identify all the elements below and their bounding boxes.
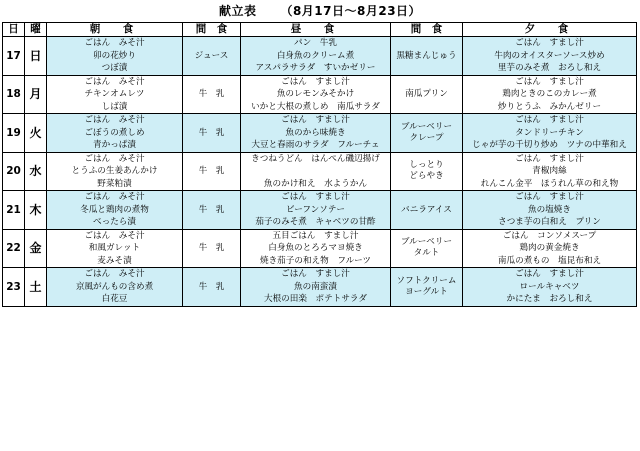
- date-cell: 22: [3, 229, 25, 268]
- date-cell: 23: [3, 268, 25, 307]
- breakfast-cell-line: ごはん みそ汁: [84, 115, 145, 125]
- lunch-cell-line: パン 牛乳: [294, 38, 337, 48]
- snack-2-cell-line: クレープ: [409, 132, 444, 143]
- header-breakfast: 朝 食: [47, 23, 183, 37]
- date-cell: 20: [3, 152, 25, 191]
- header-dinner: 夕 食: [463, 23, 637, 37]
- snack-1-cell: 牛 乳: [183, 191, 241, 230]
- lunch-cell-line: ビーフンソテー: [285, 204, 346, 215]
- lunch-cell-line: 魚のかけ和え 水ようかん: [263, 178, 368, 189]
- weekday-cell: 火: [25, 114, 47, 153]
- header-snack-2: 間 食: [391, 23, 463, 37]
- header-snack-1: 間 食: [183, 23, 241, 37]
- dinner-cell-line: ごはん すまし汁: [515, 153, 584, 164]
- title-date-range: （8月17日～8月23日）: [280, 4, 422, 18]
- date-cell: 19: [3, 114, 25, 153]
- dinner-cell: [463, 37, 637, 76]
- breakfast-cell: [47, 191, 183, 230]
- breakfast-cell-line: しば漬: [101, 101, 128, 112]
- lunch-cell: [241, 114, 391, 153]
- table-row: [3, 114, 637, 153]
- breakfast-cell-line: ごはん みそ汁: [84, 192, 145, 202]
- lunch-cell: [241, 152, 391, 191]
- weekday-cell: 水: [25, 152, 47, 191]
- lunch-cell-line: 魚の南蛮漬: [294, 281, 337, 292]
- dinner-cell-line: ごはん コンソメスープ: [502, 230, 597, 241]
- breakfast-cell-line: 野菜粕漬: [97, 178, 132, 189]
- lunch-cell-line: 大豆と春雨のサラダ フルーチェ: [251, 140, 380, 150]
- dinner-cell: [463, 229, 637, 268]
- dinner-cell-line: 鶏肉の黄金焼き: [519, 243, 580, 253]
- table-row: [3, 75, 637, 114]
- dinner-cell: [463, 191, 637, 230]
- dinner-cell-line: さつま芋の白和え プリン: [498, 217, 601, 227]
- breakfast-cell: [47, 152, 183, 191]
- breakfast-cell-line: 卯の花炒り: [93, 50, 136, 61]
- menu-body: [3, 37, 637, 307]
- dinner-cell-line: タンドリーチキン: [515, 127, 584, 138]
- snack-2-cell-line: どらやき: [409, 171, 444, 182]
- breakfast-cell-line: ごはん みそ汁: [84, 230, 145, 241]
- weekday-cell: 木: [25, 191, 47, 230]
- breakfast-cell: [47, 268, 183, 307]
- snack-1-cell: 牛 乳: [183, 152, 241, 191]
- breakfast-cell-line: 麦みそ漬: [97, 255, 132, 266]
- snack-2-cell: [391, 152, 463, 191]
- breakfast-cell-line: ごはん みそ汁: [84, 76, 145, 87]
- snack-1-cell: 牛 乳: [183, 229, 241, 268]
- dinner-cell-line: 青椒肉絲: [532, 166, 567, 176]
- lunch-cell-line: きつねうどん はんぺん磯辺揚げ: [251, 153, 380, 164]
- table-row: [3, 37, 637, 76]
- dinner-cell-line: ごはん すまし汁: [515, 115, 584, 125]
- dinner-cell-line: 牛肉のオイスターソース炒め: [494, 50, 605, 61]
- lunch-cell-line: ごはん すまし汁: [281, 192, 350, 202]
- dinner-cell-line: ごはん すまし汁: [515, 192, 584, 202]
- breakfast-cell: [47, 75, 183, 114]
- breakfast-cell: [47, 37, 183, 76]
- snack-1-cell: 牛 乳: [183, 114, 241, 153]
- dinner-cell-line: じゃが芋の千切り炒め ツナの中華和え: [472, 140, 627, 150]
- snack-2-cell: [391, 114, 463, 153]
- weekday-cell: 金: [25, 229, 47, 268]
- date-cell: 17: [3, 37, 25, 76]
- breakfast-cell-line: チキンオムレツ: [84, 89, 145, 99]
- dinner-cell-line: 鶏肉ときのこのカレー煮: [502, 89, 597, 99]
- snack-1-cell: 牛 乳: [183, 268, 241, 307]
- breakfast-cell-line: とうふの生姜あんかけ: [71, 166, 158, 176]
- lunch-cell: [241, 229, 391, 268]
- snack-1-cell: 牛 乳: [183, 75, 241, 114]
- breakfast-cell-line: 京風がんもの含め煮: [75, 281, 154, 292]
- lunch-cell-line: 大根の田楽 ポテトサラダ: [263, 294, 368, 304]
- weekday-cell: 日: [25, 37, 47, 76]
- breakfast-cell-line: 白花豆: [101, 294, 128, 304]
- snack-2-cell-line: ブルーベリー: [400, 121, 453, 132]
- snack-2-cell-line: ヨーグルト: [405, 286, 448, 297]
- dinner-cell: [463, 114, 637, 153]
- table-row: [3, 229, 637, 268]
- breakfast-cell-line: 冬瓜と鶏肉の煮物: [80, 204, 149, 215]
- lunch-cell-line: 茄子のみそ煮 キャベツの甘酢: [255, 217, 376, 227]
- snack-2-cell-line: しっとり: [409, 160, 444, 171]
- lunch-cell-line: ごはん すまし汁: [281, 269, 350, 279]
- snack-2-cell-line: バニラアイス: [401, 204, 452, 215]
- lunch-cell-line: 魚のから味焼き: [285, 127, 346, 138]
- header-row: [3, 23, 637, 37]
- lunch-cell-line: 白身魚のとろろマヨ焼き: [268, 243, 363, 253]
- dinner-cell: [463, 152, 637, 191]
- table-row: [3, 152, 637, 191]
- table-row: [3, 268, 637, 307]
- snack-2-cell-line: ブルーベリー: [400, 237, 453, 248]
- lunch-cell-line: ごはん すまし汁: [281, 115, 350, 125]
- lunch-cell-line: 焼き茄子の和え物 フルーツ: [259, 255, 372, 266]
- lunch-cell: [241, 191, 391, 230]
- dinner-cell-line: れんこん金平 ほうれん草の和え物: [480, 178, 619, 189]
- snack-2-cell: [391, 37, 463, 76]
- snack-2-cell: [391, 75, 463, 114]
- breakfast-cell-line: ごはん みそ汁: [84, 269, 145, 279]
- lunch-cell: [241, 268, 391, 307]
- breakfast-cell-line: ごはん みそ汁: [84, 153, 145, 164]
- weekday-cell: 月: [25, 75, 47, 114]
- snack-2-cell-line: 黒糖まんじゅう: [396, 50, 457, 61]
- snack-2-cell: [391, 191, 463, 230]
- weekday-cell: 土: [25, 268, 47, 307]
- dinner-cell-line: 魚の塩焼き: [528, 204, 571, 215]
- snack-2-cell-line: タルト: [413, 248, 440, 259]
- lunch-cell: [241, 75, 391, 114]
- breakfast-cell-line: ごぼうの煮しめ: [84, 127, 145, 138]
- header-date: 日: [3, 23, 25, 37]
- snack-2-cell: [391, 268, 463, 307]
- snack-1-cell: ジュース: [183, 37, 241, 76]
- title-main: 献立表: [218, 4, 257, 18]
- breakfast-cell: [47, 229, 183, 268]
- lunch-cell-line: 白身魚のクリーム煮: [276, 50, 355, 61]
- dinner-cell-line: 南瓜の煮もの 塩昆布和え: [497, 255, 602, 266]
- snack-2-cell-line: 南瓜プリン: [405, 89, 448, 99]
- date-cell: 21: [3, 191, 25, 230]
- dinner-cell-line: 炒りとうふ みかんゼリー: [497, 101, 602, 112]
- breakfast-cell-line: 青かっぱ漬: [93, 140, 136, 150]
- table-row: [3, 191, 637, 230]
- lunch-cell-line: アスパラサラダ すいかゼリー: [255, 63, 376, 73]
- dinner-cell-line: ロールキャベツ: [519, 281, 580, 292]
- breakfast-cell-line: ごはん みそ汁: [84, 38, 145, 48]
- dinner-cell-line: ごはん すまし汁: [515, 269, 584, 279]
- menu-table: [2, 22, 637, 307]
- lunch-cell: [241, 37, 391, 76]
- dinner-cell-line: かにたま おろし和え: [506, 294, 593, 304]
- dinner-cell-line: ごはん すまし汁: [515, 76, 584, 87]
- snack-2-cell: [391, 229, 463, 268]
- page-title: [0, 0, 640, 22]
- date-cell: 18: [3, 75, 25, 114]
- dinner-cell-line: 里芋のみそ煮 おろし和え: [497, 63, 602, 73]
- lunch-cell-line: いかと大根の煮しめ 南瓜サラダ: [251, 101, 380, 112]
- lunch-cell-line: 五目ごはん すまし汁: [272, 230, 359, 241]
- lunch-cell-line: ごはん すまし汁: [281, 76, 350, 87]
- lunch-cell-line: 魚のレモンみそかけ: [276, 89, 355, 99]
- header-lunch: 昼 食: [241, 23, 391, 37]
- breakfast-cell-line: つぼ漬: [101, 63, 128, 73]
- header-weekday: 曜: [25, 23, 47, 37]
- breakfast-cell-line: 和風ガレット: [88, 243, 141, 253]
- dinner-cell-line: ごはん すまし汁: [515, 38, 584, 48]
- dinner-cell: [463, 268, 637, 307]
- breakfast-cell: [47, 114, 183, 153]
- snack-2-cell-line: ソフトクリーム: [396, 275, 457, 286]
- lunch-cell-line: [241, 165, 390, 178]
- dinner-cell: [463, 75, 637, 114]
- breakfast-cell-line: べったら漬: [93, 217, 136, 227]
